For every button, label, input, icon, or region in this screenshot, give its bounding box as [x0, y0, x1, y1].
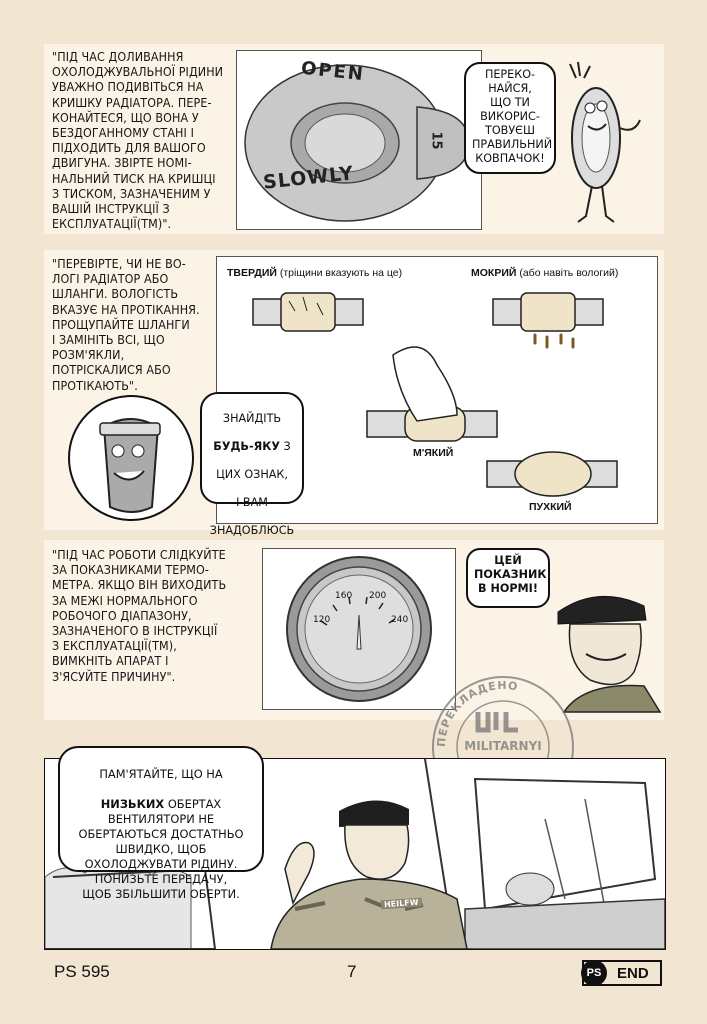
stamp-center-text: MILITARNYI: [464, 739, 542, 753]
panel3-caption: "ПІД ЧАС РОБОТИ СЛІДКУЙТЕ ЗА ПОКАЗНИКАМИ ТЕРМО- МЕТРА. ЯКЩО ВІН ВИХОДИТЬ ЗА МЕЖІ НОРМАЛЬНОГО РОБОЧОГО ДІАПАЗОНУ, ЗАЗНАЧЕНОГО В ІНСТРУКЦІЇ З ЕКСПЛУАТАЦІЇ(ТМ), ВИМКНІТЬ АПАРАТ І З'ЯСУЙТЕ ПРИЧИНУ".: [52, 547, 227, 684]
speech-bubble-find-signs: ЗНАЙДІТЬ БУДЬ-ЯКУ З ЦИХ ОЗНАК, І ВАМ ЗНАДОБЛЮСЬ: [200, 392, 304, 504]
speech-bubble-gauge-normal: ЦЕЙ ПОКАЗНИК В НОРМІ!: [466, 548, 550, 608]
label-hard-hose: ТВЕРДИЙ (тріщини вказують на це): [227, 267, 403, 279]
radiator-cap-illustration: [236, 50, 482, 230]
gauge-tick-200: 200: [369, 591, 387, 601]
temperature-gauge-illustration: [262, 548, 456, 710]
speech-bubble-correct-cap: ПЕРЕКО- НАЙСЯ, ЩО ТИ ВИКОРИС- ТОВУЄШ ПРАВИЛЬНИЙ КОВПАЧОК!: [464, 62, 556, 174]
temperature-gauge-drawing: [263, 549, 455, 709]
ps-logo: PS: [581, 960, 607, 986]
cap-pressure-number: 15: [428, 131, 444, 150]
magazine-issue-label: PS 595: [54, 962, 110, 981]
cap-text-open: OPEN: [300, 57, 366, 86]
cap-text-slowly: SLOWLY: [262, 162, 356, 194]
label-puffy-hose: ПУХКИЙ: [529, 501, 572, 513]
gauge-tick-160: 160: [335, 591, 353, 601]
gauge-tick-120: 120: [313, 615, 331, 625]
gauge-tick-240: 240: [391, 615, 409, 625]
panel2-caption: "ПЕРЕВІРТЕ, ЧИ НЕ ВО- ЛОГІ РАДІАТОР АБО ШЛАНГИ. ВОЛОГІСТЬ ВКАЗУЄ НА ПРОТІКАННЯ. ПРОЩУПАЙТЕ ШЛАНГИ І ЗАМІНІТЬ ВСІ, ЩО РОЗМ'ЯКЛИ, ПОТРІСКАЛИСЯ АБО ПРОТІКАЮТЬ".: [52, 256, 200, 393]
label-wet-hose: МОКРИЙ (або навіть вологий): [471, 267, 619, 279]
label-soft-hose: М'ЯКИЙ: [413, 447, 454, 459]
panel1-caption: "ПІД ЧАС ДОЛИВАННЯ ОХОЛОДЖУВАЛЬНОЇ РІДИНИ УВАЖНО ПОДИВІТЬСЯ НА КРИШКУ РАДІАТОРА. ПЕРЕ- КОНАЙТЕСЯ, ЩО ВОНА У БЕЗДОГАННОМУ СТАНІ І ПІДХОДИТЬ ДЛЯ ВАШОГО ДВИГУНА. ЗВІРТЕ НОМІ- НАЛЬНИЙ ТИСК НА КРИШЦІ З ТИСКОМ, ЗАЗНАЧЕНИМ У ВАШІЙ ІНСТРУКЦІЇ З ЕКСПЛУАТАЦІЇ(ТМ)".: [52, 49, 224, 232]
soldier-nametape: HEILFW: [381, 898, 422, 910]
end-label: END: [617, 964, 649, 982]
page-number: 7: [347, 962, 357, 981]
stamp-ring-text: ПЕРЕКЛАДЕНО: [434, 678, 520, 748]
end-marker: [582, 960, 662, 986]
radiator-cap-mascot: [566, 58, 646, 228]
speech-bubble-low-rpm: ПАМ'ЯТАЙТЕ, ЩО НА НИЗЬКИХ ОБЕРТАХ ВЕНТИЛЯТОРИ НЕ ОБЕРТАЮТЬСЯ ДОСТАТНЬО ШВИДКО, ЩОБ ОХОЛОДЖУВАТИ РІДИНУ. ПОНИЗЬТЕ ПЕРЕДАЧУ, ЩОБ ЗБІЛЬШИТИ ОБЕРТИ.: [58, 746, 264, 872]
hose-mascot: [66, 393, 196, 523]
